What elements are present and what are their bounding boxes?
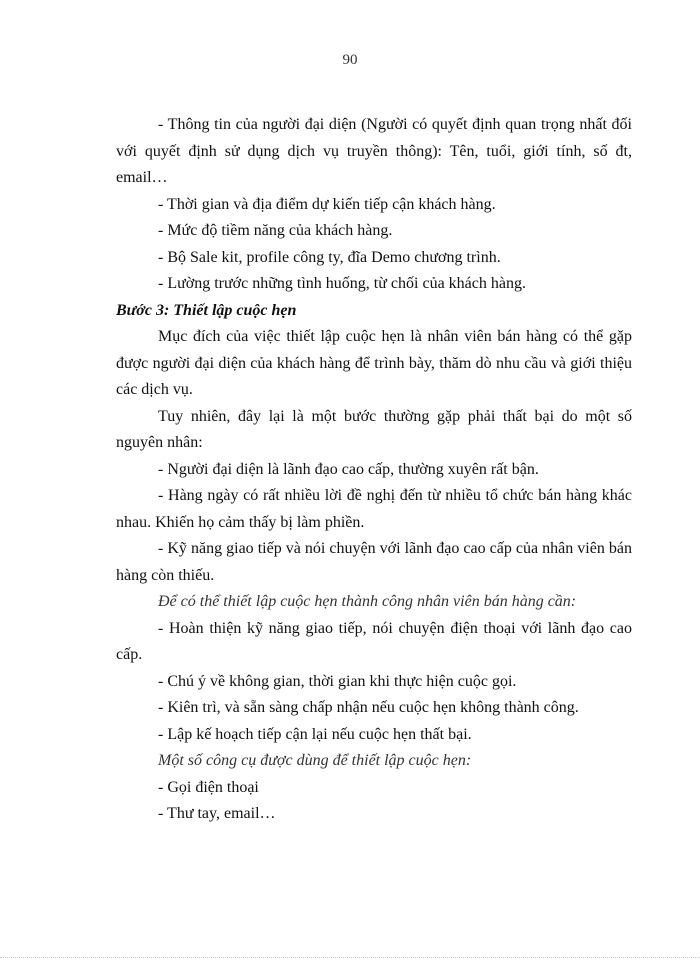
- challenge-paragraph: Tuy nhiên, đây lại là một bước thường gặp phải thất bại do một số nguyên nhân:: [116, 407, 632, 451]
- skills-lacking-bullet: - Kỹ năng giao tiếp và nói chuyện với lãnh đạo cao cấp của nhân viên bán hàng còn thiếu.: [116, 540, 632, 584]
- busy-leader-bullet: - Người đại diện là lãnh đạo cao cấp, thường xuyên rất bận.: [158, 460, 539, 478]
- page-bottom-divider: [0, 957, 700, 958]
- document-body: [116, 112, 632, 828]
- persistence-bullet: - Kiên trì, và sẵn sàng chấp nhận nếu cuộc hẹn không thành công.: [158, 699, 579, 716]
- purpose-paragraph: Mục đích của việc thiết lập cuộc hẹn là nhân viên bán hàng có thể gặp được người đại diện của khách hàng để trình bày, thăm dò nhu cầu và giới thiệu các dịch vụ.: [116, 328, 632, 398]
- time-place-bullet: - Thời gian và địa điểm dự kiến tiếp cận khách hàng.: [158, 195, 496, 213]
- success-requirements-intro: Để có thể thiết lập cuộc hẹn thành công nhân viên bán hàng cần:: [158, 593, 577, 610]
- many-offers-bullet: - Hàng ngày có rất nhiều lời đề nghị đến từ nhiều tổ chức bán hàng khác nhau. Khiến họ cảm thấy bị làm phiền.: [116, 487, 632, 531]
- page-number: 90: [342, 52, 358, 68]
- improve-skills-bullet: - Hoàn thiện kỹ năng giao tiếp, nói chuyện điện thoại với lãnh đạo cao cấp.: [116, 619, 632, 663]
- time-space-bullet: - Chú ý về không gian, thời gian khi thực hiện cuộc gọi.: [158, 672, 517, 690]
- anticipate-objections-bullet: - Lường trước những tình huống, từ chối của khách hàng.: [158, 275, 526, 292]
- representative-info-bullet: - Thông tin của người đại diện (Người có quyết định quan trọng nhất đối với quyết định sử dụng dịch vụ truyền thông): Tên, tuổi, giới tính, số đt, email…: [116, 116, 632, 186]
- sale-kit-bullet: - Bộ Sale kit, profile công ty, đĩa Demo chương trình.: [158, 248, 501, 266]
- letter-email-bullet: - Thư tay, email…: [158, 805, 276, 822]
- step-3-heading: Bước 3: Thiết lập cuộc hẹn: [116, 301, 297, 319]
- phone-call-bullet: - Gọi điện thoại: [158, 778, 259, 796]
- tools-intro: Một số công cụ được dùng để thiết lập cuộc hẹn:: [158, 752, 472, 769]
- replan-bullet: - Lập kế hoạch tiếp cận lại nếu cuộc hẹn thất bại.: [158, 725, 472, 743]
- potential-level-bullet: - Mức độ tiềm năng của khách hàng.: [158, 222, 393, 239]
